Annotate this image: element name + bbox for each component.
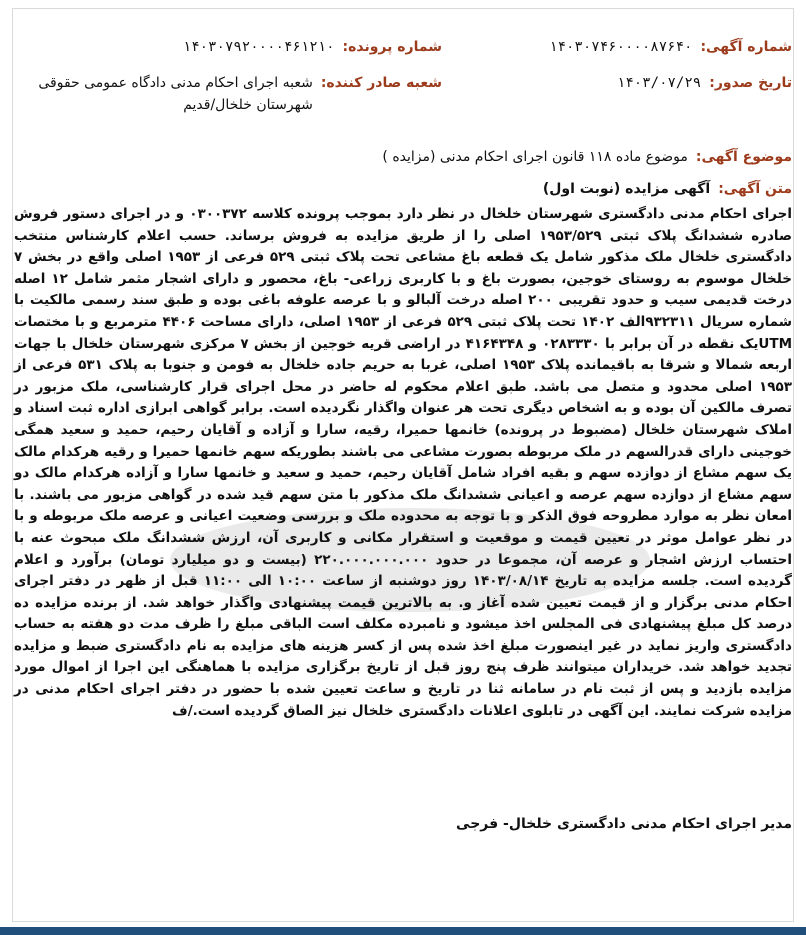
case-number-value: ۱۴۰۳۰۷۹۲۰۰۰۰۴۶۱۲۱۰ (182, 39, 335, 55)
case-number-row (183, 36, 442, 58)
issue-date-value: ۱۴۰۳/۰۷/۲۹ (616, 75, 702, 91)
notice-number-row (549, 36, 792, 58)
notice-number-label: شماره آگهی: (700, 39, 792, 55)
issuer-label: شعبه صادر کننده: (320, 75, 442, 91)
notice-text-label: متن آگهی: (718, 181, 792, 197)
notice-number-value: ۱۴۰۳۰۷۴۶۰۰۰۰۸۷۶۴۰ (549, 39, 693, 55)
subject-row (382, 146, 792, 168)
issue-date-label: تاریخ صدور: (709, 75, 792, 91)
notice-body: اجرای احکام مدنی دادگستری شهرستان خلخال در نظر دارد بموجب پرونده کلاسه ۰۳۰۰۳۷۲ و در اجرای دستور فروش صادره ششدانگ پلاک ثبتی ۱۹۵۳/۵۲۹ اصلی را از طریق مزایده به فروش برساند. حسب اعلام کارشناس منتخب دادگستری خلخال ملک مذکور شامل یک قطعه باغ مشاعی تحت پلاک ثبتی ۵۲۹ فرعی از ۱۹۵۳ اصلی واقع در بخش ۷ خلخال موسوم به روستای خوجین، بصورت باغ و با کاربری زراعی- باغ، محصور و دارای اشجار مثمر شامل ۱۲ اصله درخت قدیمی سیب و حدود تقریبی ۲۰۰ اصله درخت آلبالو و با عرصه علوفه باغی بوده و طبق سند رسمی مالکیت با شماره سریال ۹۳۲۳۱۱الف ۱۴۰۲ تحت پلاک ثبتی ۵۲۹ فرعی از ۱۹۵۳ اصلی، دارای مساحت ۴۴۰۶ مترمربع و با مختصات UTMیک نقطه در آن برابر با ۰۲۸۳۳۳۰ و ۴۱۶۴۳۴۸ در اراضی قریه خوجین از بخش ۷ مرکزی شهرستان خلخال با جهات اربعه شمالا و شرقا به باقیمانده پلاک ۱۹۵۳ اصلی، غربا به حریم جاده خلخال به فومن و جنوبا به پلاک ۵۳۱ فرعی از ۱۹۵۳ اصلی محدود و متصل می باشد. طبق اعلام محکوم له حاضر در محل اجرای قرار کارشناسی، ملک مزبور در تصرف مالکین آن بوده و به اشخاص دیگری تحت هر عنوان واگذار نگردیده است. برابر گواهی ابرازی اداره ثبت اسناد و املاک شهرستان خلخال (مضبوط در پرونده) خانمها حمیرا، رقیه، سارا و آزاده و آقایان رحیم، حمید و سعید همگی خوجینی دارای قدرالسهم در ملک مربوطه بصورت مشاعی می باشند بطوریکه سهم خانمها حمیرا و رقیه هرکدام مالک یک سهم مشاع از دوازده سهم و بقیه افراد شامل آقایان رحیم، حمید و سعید و خانمها سارا و آزاده هرکدام مالک دو سهم مشاع از دوازده سهم عرصه و اعیانی ششدانگ ملک مذکور با متن سهم قید شده در گواهی مزبور می باشند. با امعان نظر به موارد مطروحه فوق الذکر و با توجه به محدوده ملک و بررسی وضعیت اعیانی و عرصه ملک مربوطه و با در نظر عوامل موثر در تعیین قیمت و موقعیت و استقرار مکانی و کاربری آن، ارزش ششدانگ ملک مبحوث عنه با احتساب ارزش اشجار و عرصه آن، مجموعا در حدود ۲۲۰.۰۰۰.۰۰۰.۰۰۰ (بیست و دو میلیارد تومان) برآورد و اعلام گردیده است. جلسه مزایده به تاریخ ۱۴۰۳/۰۸/۱۴ روز دوشنبه از ساعت ۱۰:۰۰ الی ۱۱:۰۰ قبل از ظهر در دفتر اجرای احکام مدنی برگزار و از قیمت تعیین شده آغاز و. به بالاترین قیمت پیشنهادی واگذار خواهد شد. از برنده مزایده ده درصد کل مبلغ پیشنهادی فی المجلس اخذ میشود و نامبرده مکلف است الباقی مبلغ را ظرف مدت دو هفته به حساب دادگستری واریز نماید در غیر اینصورت مبلغ اخذ شده پس از کسر هزینه های مزایده به نام دادگستری ضبط و مزایده تجدید خواهد شد. خریداران میتوانند ظرف پنج روز قبل از تاریخ برگزاری مزایده با هماهنگی این اجرا از اموال مورد مزایده بازدید و پس از ثبت نام در سامانه ثنا در تاریخ و ساعت تعیین شده با حضور در دفتر اجرای احکام مدنی در مزایده شرکت نمایند. این آگهی در تابلوی اعلانات دادگستری خلخال نیز الصاق گردیده است./ف (14, 206, 793, 719)
issuer-value: شعبه اجرای احکام مدنی دادگاه عمومی حقوقی شهرستان خلخال/قدیم (38, 75, 313, 113)
notice-text-heading: آگهی مزایده (نوبت اول) (542, 181, 711, 197)
subject-value: موضوع ماده ۱۱۸ قانون اجرای احکام مدنی (مزایده ) (382, 149, 688, 165)
bottom-bar (0, 927, 806, 935)
signature: مدیر اجرای احکام مدنی دادگستری خلخال- فرجی (456, 816, 792, 832)
notice-text-row (543, 178, 792, 200)
subject-label: موضوع آگهی: (695, 149, 792, 165)
issuer-row (13, 72, 442, 116)
case-number-label: شماره پرونده: (342, 39, 442, 55)
issue-date-row (617, 72, 792, 94)
